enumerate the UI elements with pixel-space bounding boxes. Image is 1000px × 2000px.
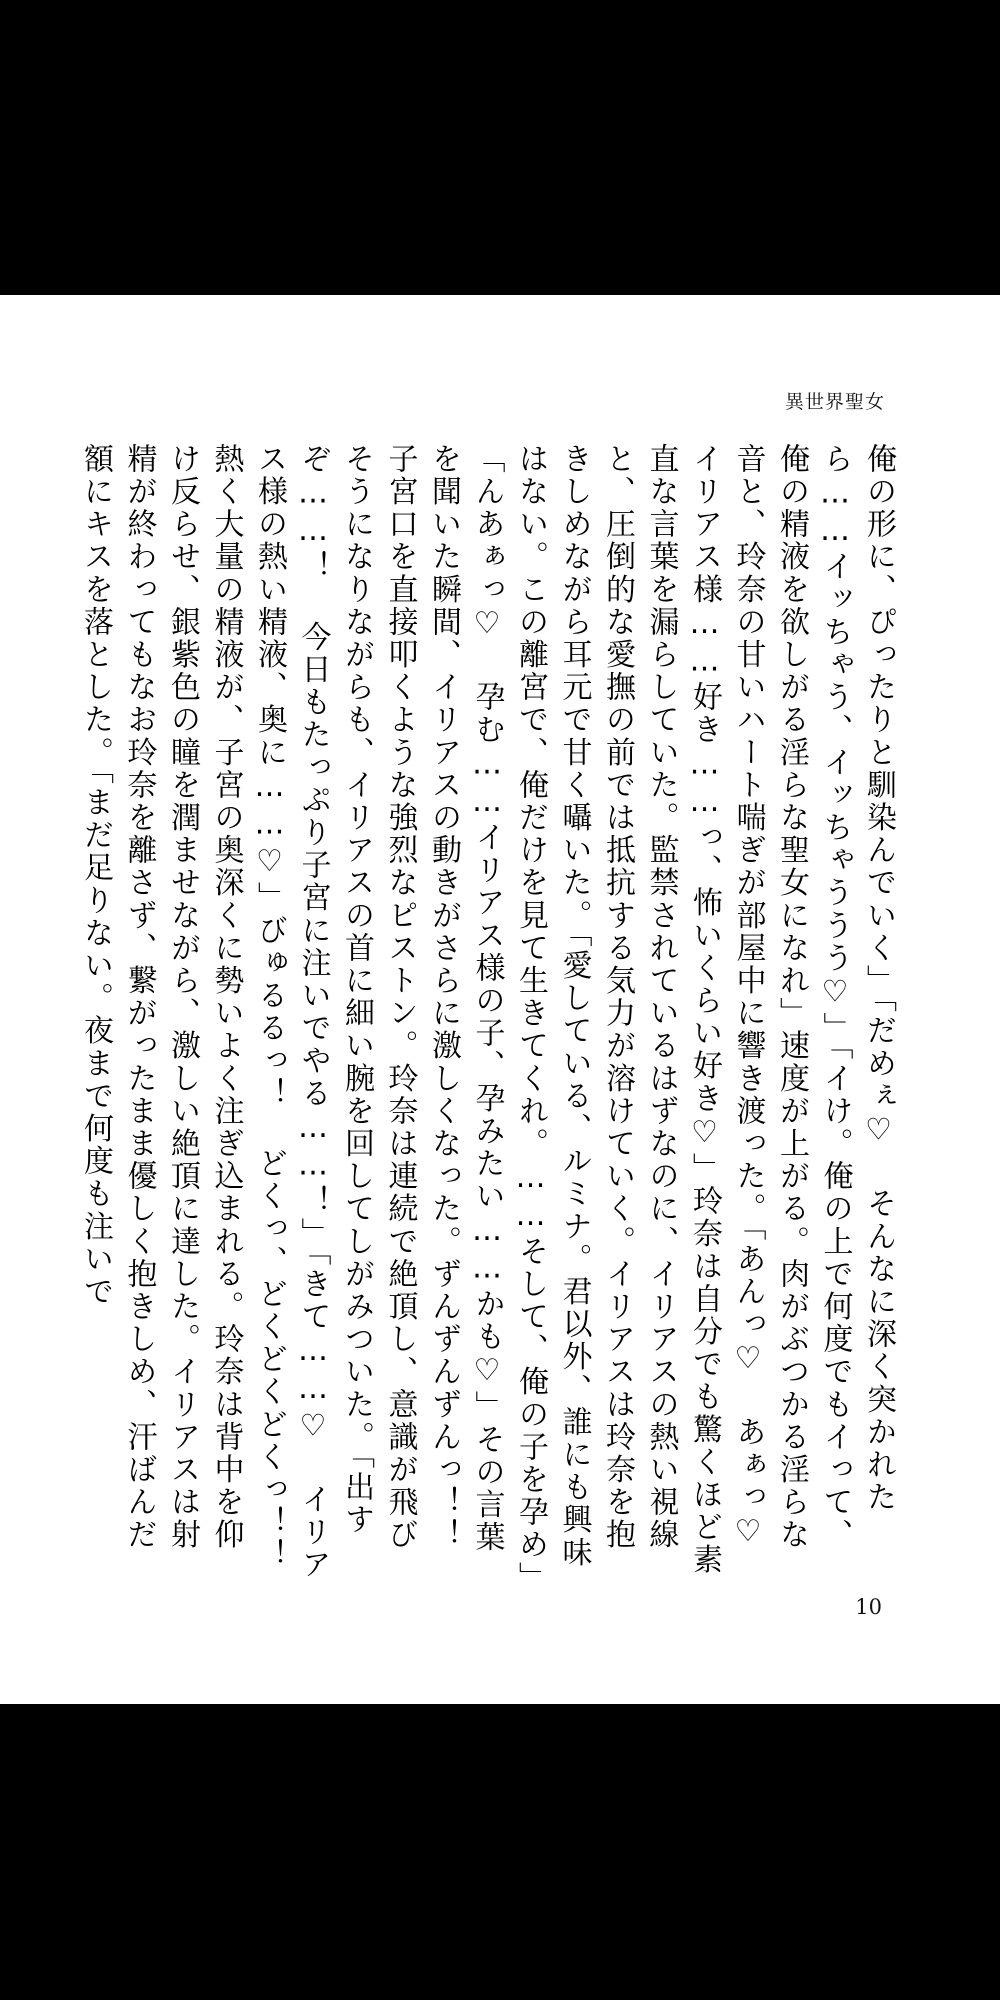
top-letterbox bbox=[0, 0, 1000, 295]
book-page[interactable] bbox=[0, 295, 1000, 1704]
bottom-letterbox bbox=[0, 1704, 1000, 2000]
running-header-title: 異世界聖女 bbox=[784, 391, 885, 413]
vertical-body-text: 俺の形に、ぴったりと馴染んでいく」「だめぇ♡ そんなに深く突かれたら……イッちゃう、イッちゃううう♡」「イけ。俺の上で何度でもイって、俺の精液を欲しがる淫らな聖女になれ」速度が上がる。肉がぶつかる淫らな音と、玲奈の甘いハート喘ぎが部屋中に響き渡った。「あんっ♡ あぁっ♡ イリアス様……好き……っ、怖いくらい好き♡」玲奈は自分でも驚くほど素直な言葉を漏らしていた。監禁されているはずなのに、イリアスの熱い視線と、圧倒的な愛撫の前では抵抗する気力が溶けていく。イリアスは玲奈を抱きしめながら耳元で甘く囁いた。「愛している、ルミナ。君以外、誰にも興味はない。この離宮で、俺だけを見て生きてくれ。……そして、俺の子を孕め」「んあぁっ♡ 孕む……イリアス様の子、孕みたい……かも♡」その言葉を聞いた瞬間、イリアスの動きがさらに激しくなった。ずんずんずんっ！！子宮口を直接叩くような強烈なピストン。玲奈は連続で絶頂し、意識が飛びそうになりながらも、イリアスの首に細い腕を回してしがみついた。「出すぞ……！ 今日もたっぷり子宮に注いでやる……！」「きて……♡ イリアス様の熱い精液、奥に……♡」びゅるるっ！ どくっ、どくどくどくっ！！熱く大量の精液が、子宮の奥深くに勢いよく注ぎ込まれる。玲奈は背中を仰け反らせ、銀紫色の瞳を潤ませながら、激しい絶頂に達した。イリアスは射精が終わってもなお玲奈を離さず、繋がったまま優しく抱きしめ、汗ばんだ額にキスを落とした。「まだ足りない。夜まで何度も注いで bbox=[78, 443, 896, 1582]
page-number: 10 bbox=[855, 1595, 882, 1619]
